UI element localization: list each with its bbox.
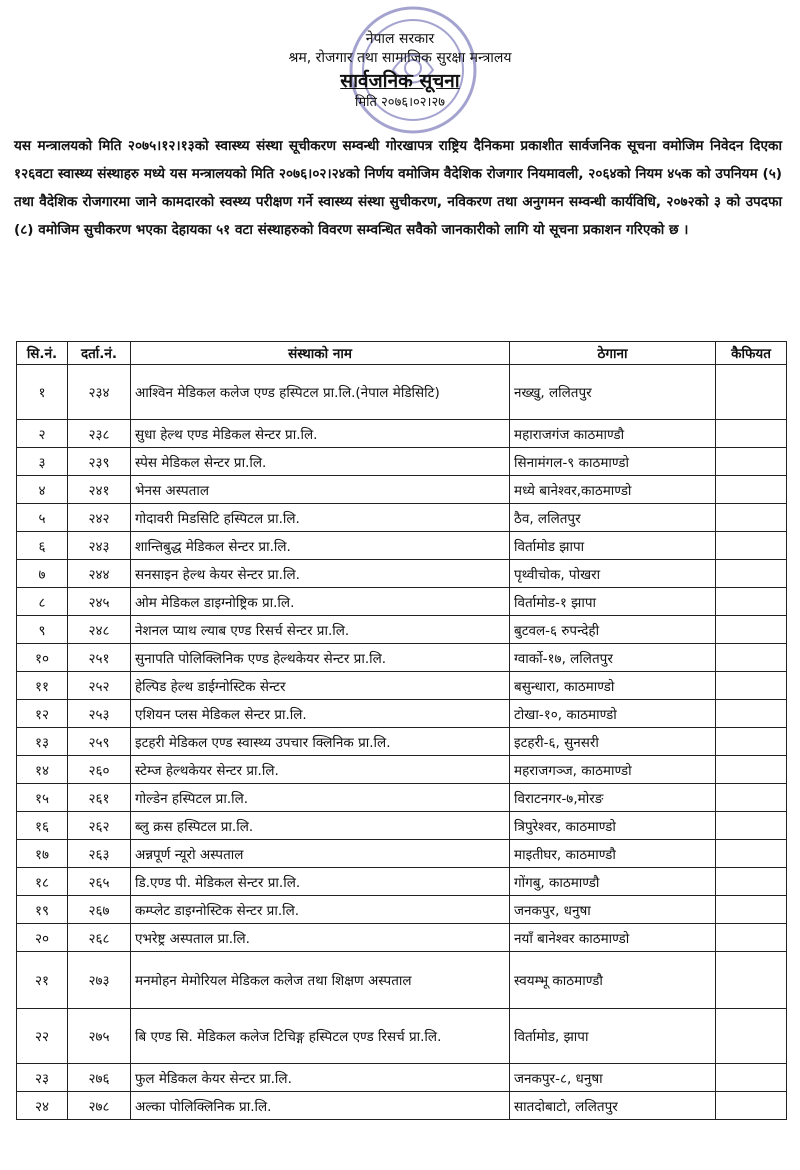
registration-cell: २६३ [68, 840, 131, 868]
name-cell: कम्प्लेट डाइग्नोस्टिक सेन्टर प्रा.लि. [131, 896, 510, 924]
table-row [17, 532, 787, 560]
serial-cell: १५ [17, 784, 68, 812]
registration-cell: २७८ [68, 1092, 131, 1120]
col-header-registration: दर्ता.नं. [68, 342, 131, 365]
serial-cell: ७ [17, 560, 68, 588]
remarks-cell [716, 448, 787, 476]
ministry-name: श्रम, रोजगार तथा सामाजिक सुरक्षा मन्त्रालय [288, 50, 512, 66]
registration-cell: २५१ [68, 644, 131, 672]
registration-cell: २४१ [68, 476, 131, 504]
remarks-cell [716, 700, 787, 728]
serial-cell: ४ [17, 476, 68, 504]
serial-cell: १६ [17, 812, 68, 840]
remarks-cell [716, 365, 787, 420]
remarks-cell [716, 560, 787, 588]
table-row [17, 924, 787, 952]
address-cell: विराटनगर-७,मोरङ [510, 784, 716, 812]
table-row [17, 1009, 787, 1064]
notice-body: यस मन्त्रालयको मिति २०७५।१२।१३को स्वास्थ्य संस्था सूचीकरण सम्वन्धी गोरखापत्र राष्ट्रिय दैनिकमा प्रकाशीत सार्वजनिक सूचना वमोजिम निवेदन दिएका १२६वटा स्वास्थ्य संस्थाहरु मध्ये यस मन्त्रालयको मिति २०७६।०२।२४को निर्णय वमोजिम वैदेशिक रोजगार नियमावली, २०६४को नियम ४५क को उपनियम (५) तथा वैदेशिक रोजगारमा जाने कामदारको स्वस्थ्य परीक्षण गर्ने स्वास्थ्य संस्था सुचीकरण, नविकरण तथा अनुगमन सम्वन्धी कार्यविधि, २०७२को ३ को उपदफा (८) वमोजिम सुचीकरण भएका देहायका ५१ वटा संस्थाहरुको विवरण सम्वन्धित सवैको जानकारीको लागि यो सूचना प्रकाशन गरिएको छ । [14, 138, 782, 238]
registration-cell: २७३ [68, 952, 131, 1009]
remarks-cell [716, 924, 787, 952]
registration-cell: २५९ [68, 728, 131, 756]
registration-cell: २६२ [68, 812, 131, 840]
registration-cell: २६१ [68, 784, 131, 812]
table-row [17, 728, 787, 756]
address-cell: जनकपुर, धनुषा [510, 896, 716, 924]
registration-cell: २५३ [68, 700, 131, 728]
notice-header [0, 30, 800, 112]
table-row [17, 448, 787, 476]
serial-cell: ११ [17, 672, 68, 700]
address-cell: महाराजगंज काठमाण्डौ [510, 420, 716, 448]
health-institutions-table [16, 341, 787, 1120]
address-cell: ठैव, ललितपुर [510, 504, 716, 532]
table-row [17, 365, 787, 420]
address-cell: टोखा-१०, काठमाण्डो [510, 700, 716, 728]
remarks-cell [716, 784, 787, 812]
address-cell: नख्खु, ललितपुर [510, 365, 716, 420]
remarks-cell [716, 952, 787, 1009]
table-row [17, 868, 787, 896]
notice-date: मिति २०७६।०२।२७ [355, 95, 445, 110]
serial-cell: २४ [17, 1092, 68, 1120]
name-cell: स्टेम्ज हेल्थकेयर सेन्टर प्रा.लि. [131, 756, 510, 784]
serial-cell: ९ [17, 616, 68, 644]
address-cell: बुटवल-६ रुपन्देही [510, 616, 716, 644]
table-row [17, 560, 787, 588]
table-row [17, 420, 787, 448]
address-cell: ग्वार्को-१७, ललितपुर [510, 644, 716, 672]
name-cell: ब्लु क्रस हस्पिटल प्रा.लि. [131, 812, 510, 840]
remarks-cell [716, 672, 787, 700]
serial-cell: २२ [17, 1009, 68, 1064]
registration-cell: २४३ [68, 532, 131, 560]
name-cell: फुल मेडिकल केयर सेन्टर प्रा.लि. [131, 1064, 510, 1092]
name-cell: डि.एण्ड पी. मेडिकल सेन्टर प्रा.लि. [131, 868, 510, 896]
address-cell: सिनामंगल-९ काठमाण्डो [510, 448, 716, 476]
table-header-row [17, 342, 787, 365]
address-cell: इटहरी-६, सुनसरी [510, 728, 716, 756]
address-cell: स्वयम्भू काठमाण्डौ [510, 952, 716, 1009]
address-cell: सातदोबाटो, ललितपुर [510, 1092, 716, 1120]
registration-cell: २३९ [68, 448, 131, 476]
name-cell: सुनापति पोलिक्लिनिक एण्ड हेल्थकेयर सेन्टर प्रा.लि. [131, 644, 510, 672]
remarks-cell [716, 476, 787, 504]
name-cell: एशियन प्लस मेडिकल सेन्टर प्रा.लि. [131, 700, 510, 728]
serial-cell: २१ [17, 952, 68, 1009]
table-row [17, 896, 787, 924]
name-cell: आश्विन मेडिकल कलेज एण्ड हस्पिटल प्रा.लि.(नेपाल मेडिसिटि) [131, 365, 510, 420]
registration-cell: २६५ [68, 868, 131, 896]
table-row [17, 588, 787, 616]
remarks-cell [716, 840, 787, 868]
serial-cell: ८ [17, 588, 68, 616]
remarks-cell [716, 420, 787, 448]
name-cell: गोदावरी मिडसिटि हस्पिटल प्रा.लि. [131, 504, 510, 532]
table-row [17, 700, 787, 728]
remarks-cell [716, 588, 787, 616]
remarks-cell [716, 532, 787, 560]
address-cell: बसुन्धारा, काठमाण्डो [510, 672, 716, 700]
name-cell: नेशनल प्याथ ल्याब एण्ड रिसर्च सेन्टर प्रा.लि. [131, 616, 510, 644]
remarks-cell [716, 616, 787, 644]
address-cell: पृथ्वीचोक, पोखरा [510, 560, 716, 588]
serial-cell: ६ [17, 532, 68, 560]
name-cell: अन्नपूर्ण न्यूरो अस्पताल [131, 840, 510, 868]
table-row [17, 1092, 787, 1120]
name-cell: शान्तिबुद्ध मेडिकल सेन्टर प्रा.लि. [131, 532, 510, 560]
remarks-cell [716, 1064, 787, 1092]
remarks-cell [716, 868, 787, 896]
remarks-cell [716, 1092, 787, 1120]
table-row [17, 784, 787, 812]
serial-cell: २३ [17, 1064, 68, 1092]
serial-cell: १८ [17, 868, 68, 896]
serial-cell: १३ [17, 728, 68, 756]
address-cell: माइतीघर, काठमाण्डौ [510, 840, 716, 868]
name-cell: गोल्डेन हस्पिटल प्रा.लि. [131, 784, 510, 812]
col-header-address: ठेगाना [510, 342, 716, 365]
name-cell: बि एण्ड सि. मेडिकल कलेज टिचिङ्ग हस्पिटल एण्ड रिसर्च प्रा.लि. [131, 1009, 510, 1064]
address-cell: जनकपुर-८, धनुषा [510, 1064, 716, 1092]
table-row [17, 756, 787, 784]
serial-cell: १० [17, 644, 68, 672]
serial-cell: १४ [17, 756, 68, 784]
address-cell: विर्तामोड-१ झापा [510, 588, 716, 616]
name-cell: हेल्पिड हेल्थ डाईग्नोस्टिक सेन्टर [131, 672, 510, 700]
registration-cell: २४५ [68, 588, 131, 616]
remarks-cell [716, 728, 787, 756]
remarks-cell [716, 504, 787, 532]
serial-cell: १२ [17, 700, 68, 728]
table-row [17, 504, 787, 532]
registration-cell: २४२ [68, 504, 131, 532]
serial-cell: २० [17, 924, 68, 952]
registration-cell: २५२ [68, 672, 131, 700]
address-cell: विर्तामोड झापा [510, 532, 716, 560]
registration-cell: २३४ [68, 365, 131, 420]
address-cell: नयाँ बानेश्वर काठमाण्डो [510, 924, 716, 952]
address-cell: गोंगबु, काठमाण्डौ [510, 868, 716, 896]
address-cell: महराजगञ्ज, काठमाण्डो [510, 756, 716, 784]
name-cell: ओम मेडिकल डाइग्नोष्ट्रिक प्रा.लि. [131, 588, 510, 616]
registration-cell: २७५ [68, 1009, 131, 1064]
remarks-cell [716, 812, 787, 840]
remarks-cell [716, 1009, 787, 1064]
name-cell: मनमोहन मेमोरियल मेडिकल कलेज तथा शिक्षण अस्पताल [131, 952, 510, 1009]
name-cell: सुधा हेल्थ एण्ड मेडिकल सेन्टर प्रा.लि. [131, 420, 510, 448]
registration-cell: २६० [68, 756, 131, 784]
serial-cell: २ [17, 420, 68, 448]
serial-cell: १ [17, 365, 68, 420]
remarks-cell [716, 896, 787, 924]
government-name: नेपाल सरकार [365, 31, 435, 47]
registration-cell: २७६ [68, 1064, 131, 1092]
col-header-remarks: कैफियत [716, 342, 787, 365]
registration-cell: २४८ [68, 616, 131, 644]
address-cell: त्रिपुरेश्वर, काठमाण्डो [510, 812, 716, 840]
table-row [17, 616, 787, 644]
name-cell: अल्का पोलिक्लिनिक प्रा.लि. [131, 1092, 510, 1120]
col-header-institution-name: संस्थाको नाम [131, 342, 510, 365]
name-cell: सनसाइन हेल्थ केयर सेन्टर प्रा.लि. [131, 560, 510, 588]
table-row [17, 644, 787, 672]
table-row [17, 672, 787, 700]
serial-cell: ३ [17, 448, 68, 476]
registration-cell: २३८ [68, 420, 131, 448]
serial-cell: १७ [17, 840, 68, 868]
address-cell: विर्तामोड, झापा [510, 1009, 716, 1064]
table-row [17, 840, 787, 868]
registration-cell: २४४ [68, 560, 131, 588]
remarks-cell [716, 756, 787, 784]
name-cell: भेनस अस्पताल [131, 476, 510, 504]
col-header-serial: सि.नं. [17, 342, 68, 365]
name-cell: एभरेष्ट्र अस्पताल प्रा.लि. [131, 924, 510, 952]
remarks-cell [716, 644, 787, 672]
table-row [17, 1064, 787, 1092]
table-row [17, 952, 787, 1009]
registration-cell: २६७ [68, 896, 131, 924]
name-cell: इटहरी मेडिकल एण्ड स्वास्थ्य उपचार क्लिनिक प्रा.लि. [131, 728, 510, 756]
serial-cell: १९ [17, 896, 68, 924]
table-row [17, 476, 787, 504]
registration-cell: २६८ [68, 924, 131, 952]
table-row [17, 812, 787, 840]
address-cell: मध्ये बानेश्वर,काठमाण्डो [510, 476, 716, 504]
serial-cell: ५ [17, 504, 68, 532]
notice-title: सार्वजनिक सूचना [340, 70, 460, 92]
name-cell: स्पेस मेडिकल सेन्टर प्रा.लि. [131, 448, 510, 476]
